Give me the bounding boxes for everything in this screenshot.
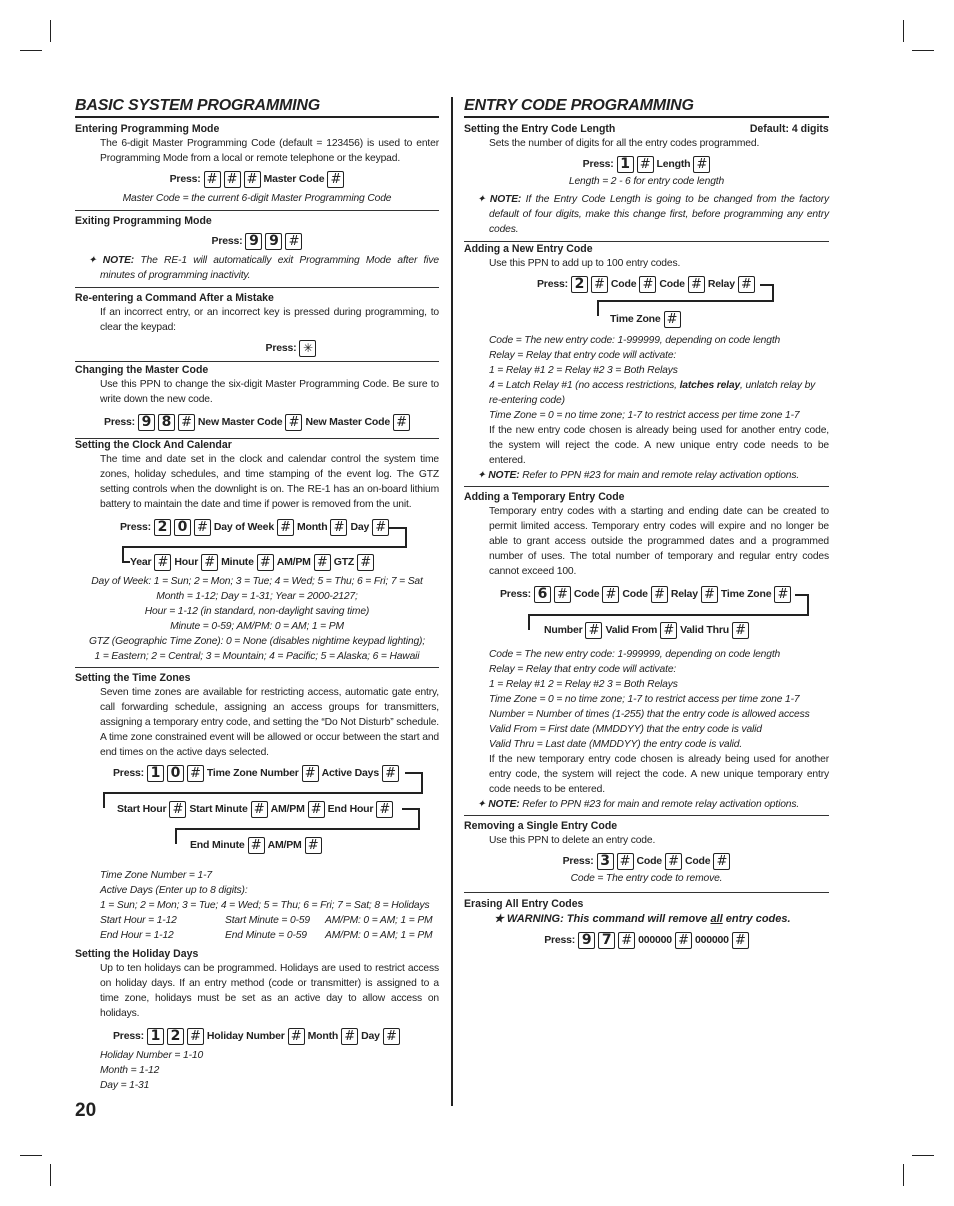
crop-mark (903, 1164, 904, 1186)
crop-mark (20, 1155, 42, 1156)
left-column (75, 97, 439, 1093)
section-title: Setting the Holiday Days (75, 948, 199, 960)
note: Hour = 1-12 (in standard, non-daylight saving time) (144, 606, 370, 617)
key-3: 3 (597, 853, 614, 870)
key-2: 2 (571, 276, 588, 293)
section-title: Erasing All Entry Codes (464, 898, 584, 910)
key-1: 1 (147, 1028, 164, 1045)
hash-key: # (204, 171, 221, 188)
hash-key: # (187, 765, 204, 782)
hash-key: # (732, 932, 749, 949)
key-sequence: Press: ✳ (143, 338, 439, 358)
star-key: ✳ (299, 340, 316, 357)
key-2: 2 (154, 519, 171, 536)
page-number: 20 (75, 1100, 97, 1121)
hash-key: # (617, 853, 634, 870)
key-6: 6 (534, 586, 551, 603)
key-sequence: Press: 6 # Code # Code # Relay # Time Zone # Number # Valid From # Valid Thru # (464, 579, 829, 647)
section-length (464, 123, 829, 242)
section-adding (464, 243, 829, 487)
flow-bracket (122, 546, 407, 548)
note: Month = 1-12; Day = 1-31; Year = 2000-2127; (156, 591, 358, 602)
hash-key: # (244, 171, 261, 188)
hash-key: # (664, 311, 681, 328)
hash-key: # (376, 801, 393, 818)
hash-key: # (257, 554, 274, 571)
note: Number = Number of times (1-255) that the entry code is allowed access (489, 709, 810, 720)
flow-bracket (795, 594, 809, 614)
column-divider (451, 97, 453, 1106)
hash-key: # (285, 233, 302, 250)
section-body: Use this PPN to change the six-digit Master Programming Code. Be sure to write down the new code. (100, 379, 439, 405)
section-title: Entering Programming Mode (75, 123, 220, 135)
section-body: Use this PPN to delete an entry code. (489, 835, 656, 846)
note: Master Code = the current 6-digit Master Programming Code (122, 193, 392, 204)
hash-key: # (660, 622, 677, 639)
key-1: 1 (617, 156, 634, 173)
key-9: 9 (578, 932, 595, 949)
note: ✦ NOTE: The RE-1 will automatically exit Programming Mode after five minutes of programming inactivity. (88, 255, 439, 281)
hash-key: # (675, 932, 692, 949)
section-erasing (464, 898, 829, 950)
hash-key: # (330, 519, 347, 536)
hash-key: # (693, 156, 710, 173)
note: Holiday Number = 1-10 (100, 1050, 204, 1061)
note: 1 = Eastern; 2 = Central; 3 = Mountain; 4 = Pacific; 5 = Alaska; 6 = Hawaii (94, 651, 420, 662)
section-body: If an incorrect entry, or an incorrect key is pressed during programming, to clear the keypad: (100, 307, 439, 333)
hash-key: # (602, 586, 619, 603)
hash-key: # (327, 171, 344, 188)
hash-key: # (302, 765, 319, 782)
section-entering (75, 123, 439, 211)
note: 1 = Sun; 2 = Mon; 3 = Tue; 4 = Wed; 5 = Thu; 6 = Fri; 7 = Sat; 8 = Holidays (100, 900, 430, 911)
section-title: Setting the Time Zones (75, 672, 191, 684)
note: Time Zone = 0 = no time zone; 1-7 to restrict access per time zone 1-7 (489, 694, 800, 705)
hash-key: # (178, 414, 195, 431)
key-0: 0 (167, 765, 184, 782)
section-body: If the new temporary entry code chosen is already being used for another entry code, the system will reject the code. A new unique temporary entry code needs to be entered. (489, 754, 829, 795)
hash-key: # (372, 519, 389, 536)
note: ✦ NOTE: If the Entry Code Length is going to be changed from the factory default of four digits, make this change first, before programming any entry codes. (477, 194, 829, 235)
hash-key: # (591, 276, 608, 293)
note: Valid From = First date (MMDDYY) that the entry code is valid (489, 724, 762, 735)
section-title: Adding a New Entry Code (464, 243, 593, 255)
note: Minute = 0-59; AM/PM: 0 = AM; 1 = PM (170, 621, 344, 632)
key-9: 9 (265, 233, 282, 250)
section-temporary (464, 491, 829, 816)
flow-bracket (122, 561, 130, 563)
section-changing (75, 364, 439, 439)
note: GTZ (Geographic Time Zone): 0 = None (disables nightime keypad lighting); (88, 636, 426, 647)
hash-key: # (554, 586, 571, 603)
hash-key: # (688, 276, 705, 293)
note: End Hour = 1-12 End Minute = 0-59 AM/PM: 0 = AM; 1 = PM (100, 930, 433, 941)
section-body: If the new entry code chosen is already being used for another entry code, the system will reject the code. A new unique entry code needs to be entered. (489, 425, 829, 466)
section-exiting (75, 215, 439, 288)
note: 4 = Latch Relay #1 (no access restrictions, latches relay, unlatch relay by re-entering code) (489, 380, 816, 406)
note: Relay = Relay that entry code will activate: (489, 350, 677, 361)
flow-bracket (402, 808, 420, 828)
crop-mark (50, 20, 51, 42)
hash-key: # (154, 554, 171, 571)
flow-bracket (405, 772, 423, 792)
hash-key: # (382, 765, 399, 782)
key-sequence: Press: # # # Master Code # (75, 169, 439, 189)
flow-bracket (528, 614, 530, 630)
hash-key: # (738, 276, 755, 293)
hash-key: # (585, 622, 602, 639)
key-sequence: Press: 1 # Length # (464, 154, 829, 174)
note: ✦ NOTE: Refer to PPN #23 for main and remote relay activation options. (477, 470, 800, 481)
flow-bracket (389, 527, 407, 546)
section-title: Adding a Temporary Entry Code (464, 491, 625, 503)
key-sequence: Press: 9 7 # 000000 # 000000 # (464, 930, 829, 950)
key-sequence: Press: 3 # Code # Code # (464, 851, 829, 871)
hash-key: # (383, 1028, 400, 1045)
hash-key: # (187, 1028, 204, 1045)
section-body: Temporary entry codes with a starting and ending date can be created to permit limited access. Temporary entry codes will expire and no longer be able to grant access outside the programmed dates and a programmed number of uses. The total number of temporary and regular entry codes cannot exceed 100. (489, 506, 829, 577)
crop-mark (903, 20, 904, 42)
flow-bracket (175, 828, 420, 830)
key-9: 9 (245, 233, 262, 250)
hash-key: # (314, 554, 331, 571)
flow-bracket (175, 828, 177, 844)
hash-key: # (639, 276, 656, 293)
hash-key: # (224, 171, 241, 188)
hash-key: # (251, 801, 268, 818)
section-heading: BASIC SYSTEM PROGRAMMING (75, 97, 439, 118)
flow-bracket (597, 300, 599, 316)
section-body: The 6-digit Master Programming Code (default = 123456) is used to enter Programming Mode from a local or remote telephone or the keypad. (100, 138, 439, 164)
section-body: Use this PPN to add up to 100 entry codes. (489, 258, 681, 269)
note: Valid Thru = Last date (MMDDYY) the entry code is valid. (489, 739, 743, 750)
note: Length = 2 - 6 for entry code length (568, 176, 725, 187)
section-title: Setting the Clock And Calendar (75, 439, 232, 451)
key-2: 2 (167, 1028, 184, 1045)
hash-key: # (201, 554, 218, 571)
hash-key: # (169, 801, 186, 818)
hash-key: # (774, 586, 791, 603)
right-column (464, 97, 829, 950)
section-title: Setting the Entry Code Length Default: 4 digits (464, 123, 829, 135)
section-heading: ENTRY CODE PROGRAMMING (464, 97, 829, 118)
note: Time Zone = 0 = no time zone; 1-7 to restrict access per time zone 1-7 (489, 410, 800, 421)
key-0: 0 (174, 519, 191, 536)
flow-bracket (103, 792, 423, 794)
crop-mark (912, 50, 934, 51)
key-7: 7 (598, 932, 615, 949)
note: Day = 1-31 (100, 1080, 150, 1091)
key-sequence: Press: 2 0 # Day of Week # Month # Day # Year # Hour # Minute # AM/PM # GTZ # (75, 512, 439, 574)
section-holidays (75, 948, 439, 1093)
hash-key: # (637, 156, 654, 173)
hash-key: # (357, 554, 374, 571)
hash-key: # (618, 932, 635, 949)
crop-mark (912, 1155, 934, 1156)
section-removing (464, 820, 829, 893)
hash-key: # (288, 1028, 305, 1045)
hash-key: # (651, 586, 668, 603)
hash-key: # (277, 519, 294, 536)
section-clock (75, 439, 439, 668)
note: Active Days (Enter up to 8 digits): (100, 885, 248, 896)
note: 1 = Relay #1 2 = Relay #2 3 = Both Relays (489, 679, 678, 690)
section-body: The time and date set in the clock and calendar control the system time zones, holiday schedules, and time stamping of the event log. The GTZ setting controls when the downlight is on. The RE-1 has an on-board lithium battery to maintain the date and time if power is removed from the unit. (100, 454, 439, 510)
crop-mark (20, 50, 42, 51)
key-8: 8 (158, 414, 175, 431)
hash-key: # (248, 837, 265, 854)
hash-key: # (732, 622, 749, 639)
key-sequence: Press: 1 0 # Time Zone Number # Active Days # Start Hour # Start Minute # AM/PM # End Hour # End Minute # AM/PM # (75, 760, 439, 868)
flow-bracket (103, 792, 105, 808)
note: Code = The entry code to remove. (570, 873, 723, 884)
section-body: Seven time zones are available for restricting access, automatic gate entry, call forwarding schedule, assigning an access groups for transmitters, assigning a temporary entry code, and setting the “Do Not Disturb” schedule. A time zone constrained event will be allowed or occur between the start and end times on the active days selected. (100, 687, 439, 758)
hash-key: # (341, 1028, 358, 1045)
note: Day of Week: 1 = Sun; 2 = Mon; 3 = Tue; 4 = Wed; 5 = Thu; 6 = Fri; 7 = Sat (91, 576, 423, 587)
note: ✦ NOTE: Refer to PPN #23 for main and remote relay activation options. (477, 799, 800, 810)
note: Code = The new entry code: 1-999999, depending on code length (489, 335, 781, 346)
note: Start Hour = 1-12 Start Minute = 0-59 AM/PM: 0 = AM; 1 = PM (100, 915, 433, 926)
key-sequence: Press: 1 2 # Holiday Number # Month # Day # (113, 1026, 439, 1046)
flow-bracket (760, 284, 774, 300)
note: Code = The new entry code: 1-999999, depending on code length (489, 649, 781, 660)
crop-mark (50, 1164, 51, 1186)
key-sequence: Press: 2 # Code # Code # Relay # Time Zone # (464, 271, 829, 333)
hash-key: # (308, 801, 325, 818)
hash-key: # (285, 414, 302, 431)
note: Relay = Relay that entry code will activate: (489, 664, 677, 675)
key-1: 1 (147, 765, 164, 782)
warning: ★ WARNING: This command will remove all entry codes. (494, 913, 791, 925)
key-sequence: Press: 9 8 # New Master Code # New Master Code # (75, 412, 439, 432)
flow-bracket (528, 614, 809, 616)
section-body: Up to ten holidays can be programmed. Holidays are used to restrict access on holiday days. If an entry method (code or transmitter) is assigned to a time zone, holidays must be set as an active day to allow access on holidays. (100, 963, 439, 1019)
note: Time Zone Number = 1-7 (100, 870, 212, 881)
key-9: 9 (138, 414, 155, 431)
section-body: Sets the number of digits for all the entry codes programmed. (489, 138, 760, 149)
hash-key: # (305, 837, 322, 854)
hash-key: # (713, 853, 730, 870)
section-title: Removing a Single Entry Code (464, 820, 618, 832)
flow-bracket (597, 300, 774, 302)
note: 1 = Relay #1 2 = Relay #2 3 = Both Relays (489, 365, 678, 376)
section-title: Changing the Master Code (75, 364, 209, 376)
section-timezones (75, 672, 439, 943)
hash-key: # (194, 519, 211, 536)
hash-key: # (701, 586, 718, 603)
note: Month = 1-12 (100, 1065, 160, 1076)
section-title: Exiting Programming Mode (75, 215, 212, 227)
hash-key: # (665, 853, 682, 870)
hash-key: # (393, 414, 410, 431)
section-reentering (75, 292, 439, 362)
key-sequence: Press: 9 9 # (75, 231, 439, 251)
section-title: Re-entering a Command After a Mistake (75, 292, 274, 304)
